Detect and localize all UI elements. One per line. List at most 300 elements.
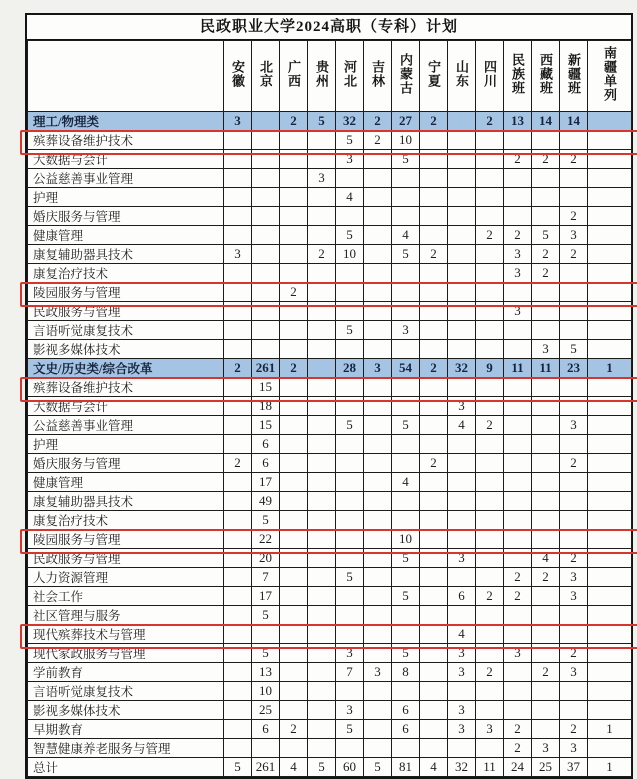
value-cell-12 (560, 283, 588, 302)
value-cell-1: 7 (252, 568, 280, 587)
value-cell-13 (588, 454, 632, 473)
column-header-label: 广西 (286, 60, 301, 88)
value-cell-9 (476, 321, 504, 340)
value-cell-0 (224, 587, 252, 606)
value-cell-3 (308, 606, 336, 625)
table-row (28, 473, 632, 492)
value-cell-9: 2 (476, 587, 504, 606)
value-cell-2 (280, 131, 308, 150)
value-cell-0 (224, 416, 252, 435)
value-cell-1 (252, 302, 280, 321)
column-header-2 (280, 41, 308, 112)
value-cell-10: 2 (504, 739, 532, 758)
value-cell-6 (392, 606, 420, 625)
value-cell-6: 27 (392, 112, 420, 131)
value-cell-7 (420, 150, 448, 169)
value-cell-3 (308, 321, 336, 340)
value-cell-12 (560, 264, 588, 283)
value-cell-2 (280, 492, 308, 511)
value-cell-12: 2 (560, 720, 588, 739)
value-cell-10 (504, 663, 532, 682)
value-cell-1: 17 (252, 473, 280, 492)
value-cell-10 (504, 397, 532, 416)
value-cell-12 (560, 701, 588, 720)
value-cell-1 (252, 264, 280, 283)
value-cell-7: 2 (420, 245, 448, 264)
value-cell-5 (364, 169, 392, 188)
value-cell-12 (560, 378, 588, 397)
value-cell-12 (560, 321, 588, 340)
value-cell-1: 6 (252, 720, 280, 739)
value-cell-11 (532, 454, 560, 473)
value-cell-2 (280, 549, 308, 568)
value-cell-9 (476, 454, 504, 473)
value-cell-0 (224, 302, 252, 321)
column-header-label: 宁夏 (426, 60, 441, 88)
value-cell-5 (364, 682, 392, 701)
value-cell-11 (532, 435, 560, 454)
column-header-row (28, 41, 632, 112)
program-name-cell: 理工/物理类 (28, 112, 224, 131)
value-cell-2 (280, 530, 308, 549)
value-cell-13 (588, 188, 632, 207)
value-cell-13 (588, 473, 632, 492)
value-cell-2 (280, 606, 308, 625)
value-cell-1: 5 (252, 511, 280, 530)
value-cell-4 (336, 283, 364, 302)
value-cell-2 (280, 663, 308, 682)
value-cell-7: 2 (420, 112, 448, 131)
table-row (28, 530, 632, 549)
value-cell-11 (532, 644, 560, 663)
table-row (28, 226, 632, 245)
program-name-cell: 民政服务与管理 (28, 549, 224, 568)
value-cell-13 (588, 245, 632, 264)
value-cell-8: 3 (448, 397, 476, 416)
value-cell-3 (308, 340, 336, 359)
value-cell-10: 3 (504, 644, 532, 663)
value-cell-11: 2 (532, 264, 560, 283)
value-cell-0 (224, 188, 252, 207)
value-cell-2 (280, 397, 308, 416)
program-name-cell: 现代家政服务与管理 (28, 644, 224, 663)
value-cell-11 (532, 302, 560, 321)
value-cell-6 (392, 397, 420, 416)
table-row (28, 245, 632, 264)
program-name-cell: 护理 (28, 188, 224, 207)
value-cell-8: 4 (448, 625, 476, 644)
value-cell-5: 5 (364, 758, 392, 777)
value-cell-8 (448, 454, 476, 473)
table-row (28, 150, 632, 169)
value-cell-13: 1 (588, 720, 632, 739)
value-cell-0 (224, 511, 252, 530)
value-cell-3 (308, 663, 336, 682)
value-cell-2 (280, 378, 308, 397)
value-cell-12 (560, 397, 588, 416)
value-cell-7 (420, 739, 448, 758)
value-cell-8: 3 (448, 701, 476, 720)
value-cell-12: 14 (560, 112, 588, 131)
value-cell-9 (476, 739, 504, 758)
value-cell-6: 10 (392, 131, 420, 150)
column-header-7 (420, 41, 448, 112)
value-cell-8 (448, 321, 476, 340)
value-cell-4: 5 (336, 321, 364, 340)
value-cell-11 (532, 188, 560, 207)
program-name-cell: 康复辅助器具技术 (28, 245, 224, 264)
value-cell-13 (588, 264, 632, 283)
value-cell-8 (448, 169, 476, 188)
value-cell-10: 3 (504, 264, 532, 283)
program-name-cell: 学前教育 (28, 663, 224, 682)
value-cell-5: 2 (364, 131, 392, 150)
value-cell-3 (308, 435, 336, 454)
value-cell-0 (224, 283, 252, 302)
value-cell-3 (308, 207, 336, 226)
value-cell-11 (532, 492, 560, 511)
value-cell-0 (224, 473, 252, 492)
value-cell-12: 2 (560, 549, 588, 568)
program-name-cell: 言语听觉康复技术 (28, 321, 224, 340)
column-header-label: 民族班 (510, 53, 525, 95)
value-cell-6 (392, 435, 420, 454)
value-cell-7: 4 (420, 758, 448, 777)
value-cell-1 (252, 245, 280, 264)
value-cell-3: 2 (308, 245, 336, 264)
value-cell-9 (476, 131, 504, 150)
value-cell-0: 2 (224, 454, 252, 473)
value-cell-11: 11 (532, 359, 560, 378)
value-cell-3 (308, 492, 336, 511)
value-cell-13 (588, 207, 632, 226)
value-cell-6: 10 (392, 530, 420, 549)
value-cell-1 (252, 340, 280, 359)
value-cell-0 (224, 226, 252, 245)
value-cell-10 (504, 606, 532, 625)
value-cell-5 (364, 701, 392, 720)
table-row (28, 397, 632, 416)
value-cell-9 (476, 264, 504, 283)
value-cell-10 (504, 625, 532, 644)
value-cell-5 (364, 378, 392, 397)
value-cell-2 (280, 169, 308, 188)
column-header-label: 四川 (482, 60, 497, 88)
value-cell-4 (336, 454, 364, 473)
value-cell-5 (364, 416, 392, 435)
value-cell-11 (532, 169, 560, 188)
value-cell-0 (224, 606, 252, 625)
value-cell-7 (420, 321, 448, 340)
value-cell-11: 2 (532, 150, 560, 169)
column-header-6 (392, 41, 420, 112)
value-cell-8: 32 (448, 359, 476, 378)
admission-plan-table (25, 13, 633, 779)
table-row (28, 568, 632, 587)
value-cell-2: 2 (280, 112, 308, 131)
value-cell-1: 261 (252, 359, 280, 378)
value-cell-11: 3 (532, 739, 560, 758)
program-name-cell: 现代殡葬技术与管理 (28, 625, 224, 644)
value-cell-13 (588, 511, 632, 530)
value-cell-1 (252, 131, 280, 150)
value-cell-0 (224, 207, 252, 226)
column-header-label: 山东 (454, 60, 469, 88)
program-name-cell: 健康管理 (28, 473, 224, 492)
column-header-3 (308, 41, 336, 112)
value-cell-10 (504, 435, 532, 454)
value-cell-4 (336, 207, 364, 226)
value-cell-11: 2 (532, 568, 560, 587)
value-cell-3 (308, 587, 336, 606)
value-cell-4: 5 (336, 416, 364, 435)
value-cell-11 (532, 701, 560, 720)
value-cell-9: 2 (476, 226, 504, 245)
value-cell-3 (308, 625, 336, 644)
value-cell-4: 7 (336, 663, 364, 682)
value-cell-10 (504, 207, 532, 226)
value-cell-3 (308, 302, 336, 321)
value-cell-7 (420, 264, 448, 283)
value-cell-4 (336, 587, 364, 606)
value-cell-12 (560, 530, 588, 549)
value-cell-1: 18 (252, 397, 280, 416)
table-row (28, 207, 632, 226)
value-cell-11 (532, 416, 560, 435)
value-cell-10 (504, 492, 532, 511)
value-cell-3 (308, 530, 336, 549)
value-cell-9: 3 (476, 720, 504, 739)
value-cell-5 (364, 492, 392, 511)
value-cell-13 (588, 739, 632, 758)
value-cell-0 (224, 568, 252, 587)
value-cell-8 (448, 302, 476, 321)
value-cell-7 (420, 416, 448, 435)
value-cell-10: 13 (504, 112, 532, 131)
column-header-label: 北京 (258, 60, 273, 88)
value-cell-7 (420, 587, 448, 606)
value-cell-5 (364, 150, 392, 169)
program-name-cell: 社会工作 (28, 587, 224, 606)
value-cell-9: 2 (476, 112, 504, 131)
value-cell-11 (532, 473, 560, 492)
value-cell-13 (588, 226, 632, 245)
value-cell-8 (448, 739, 476, 758)
value-cell-1: 5 (252, 644, 280, 663)
value-cell-6: 5 (392, 549, 420, 568)
value-cell-11 (532, 321, 560, 340)
program-name-cell: 陵园服务与管理 (28, 283, 224, 302)
value-cell-6 (392, 739, 420, 758)
value-cell-10 (504, 473, 532, 492)
value-cell-6: 5 (392, 416, 420, 435)
value-cell-9 (476, 492, 504, 511)
value-cell-2 (280, 321, 308, 340)
value-cell-11 (532, 397, 560, 416)
table-row (28, 340, 632, 359)
value-cell-11 (532, 207, 560, 226)
value-cell-11 (532, 530, 560, 549)
value-cell-4 (336, 264, 364, 283)
value-cell-5 (364, 587, 392, 606)
value-cell-1: 17 (252, 587, 280, 606)
value-cell-0 (224, 644, 252, 663)
value-cell-6: 81 (392, 758, 420, 777)
program-name-cell: 影视多媒体技术 (28, 340, 224, 359)
value-cell-13 (588, 340, 632, 359)
value-cell-7 (420, 302, 448, 321)
value-cell-13 (588, 492, 632, 511)
table-row (28, 188, 632, 207)
value-cell-4 (336, 340, 364, 359)
column-header-9 (476, 41, 504, 112)
value-cell-0: 2 (224, 359, 252, 378)
value-cell-10 (504, 549, 532, 568)
value-cell-8 (448, 568, 476, 587)
value-cell-5: 2 (364, 112, 392, 131)
value-cell-5 (364, 530, 392, 549)
value-cell-0 (224, 131, 252, 150)
value-cell-4: 3 (336, 644, 364, 663)
program-name-cell: 婚庆服务与管理 (28, 207, 224, 226)
value-cell-0 (224, 150, 252, 169)
value-cell-12 (560, 435, 588, 454)
value-cell-12 (560, 169, 588, 188)
column-header-4 (336, 41, 364, 112)
value-cell-10 (504, 283, 532, 302)
program-name-cell: 康复治疗技术 (28, 511, 224, 530)
value-cell-13: 1 (588, 359, 632, 378)
value-cell-3 (308, 454, 336, 473)
value-cell-5 (364, 739, 392, 758)
value-cell-4 (336, 397, 364, 416)
column-header-label: 吉林 (370, 60, 385, 88)
value-cell-13 (588, 435, 632, 454)
value-cell-8: 4 (448, 416, 476, 435)
value-cell-2 (280, 644, 308, 663)
value-cell-3: 5 (308, 112, 336, 131)
value-cell-2 (280, 454, 308, 473)
value-cell-13 (588, 283, 632, 302)
value-cell-6 (392, 568, 420, 587)
value-cell-2 (280, 245, 308, 264)
program-name-cell: 大数据与会计 (28, 397, 224, 416)
value-cell-8 (448, 283, 476, 302)
value-cell-9 (476, 378, 504, 397)
value-cell-12 (560, 682, 588, 701)
value-cell-11 (532, 511, 560, 530)
value-cell-13 (588, 682, 632, 701)
value-cell-4 (336, 549, 364, 568)
value-cell-4: 5 (336, 131, 364, 150)
value-cell-11 (532, 720, 560, 739)
value-cell-1 (252, 283, 280, 302)
value-cell-5 (364, 454, 392, 473)
value-cell-1: 22 (252, 530, 280, 549)
value-cell-0 (224, 169, 252, 188)
table-row (28, 131, 632, 150)
table-row (28, 435, 632, 454)
value-cell-2 (280, 701, 308, 720)
value-cell-10 (504, 682, 532, 701)
value-cell-13 (588, 112, 632, 131)
value-cell-5: 3 (364, 359, 392, 378)
section-header-row (28, 112, 632, 131)
value-cell-12: 3 (560, 226, 588, 245)
value-cell-3: 3 (308, 169, 336, 188)
value-cell-4: 60 (336, 758, 364, 777)
value-cell-5 (364, 188, 392, 207)
value-cell-0 (224, 682, 252, 701)
program-name-cell: 总计 (28, 758, 224, 777)
value-cell-9 (476, 511, 504, 530)
value-cell-8: 3 (448, 549, 476, 568)
value-cell-0 (224, 264, 252, 283)
value-cell-7 (420, 682, 448, 701)
value-cell-9 (476, 397, 504, 416)
value-cell-5 (364, 606, 392, 625)
section-header-row (28, 359, 632, 378)
value-cell-2 (280, 150, 308, 169)
value-cell-6 (392, 302, 420, 321)
value-cell-13 (588, 568, 632, 587)
value-cell-7 (420, 435, 448, 454)
value-cell-8 (448, 207, 476, 226)
value-cell-5 (364, 644, 392, 663)
value-cell-1 (252, 188, 280, 207)
value-cell-5 (364, 473, 392, 492)
value-cell-8 (448, 340, 476, 359)
value-cell-3 (308, 549, 336, 568)
value-cell-0 (224, 397, 252, 416)
total-row (28, 758, 632, 777)
value-cell-1: 6 (252, 454, 280, 473)
value-cell-10 (504, 530, 532, 549)
value-cell-2 (280, 682, 308, 701)
value-cell-5 (364, 207, 392, 226)
value-cell-12: 37 (560, 758, 588, 777)
value-cell-10: 2 (504, 568, 532, 587)
value-cell-13 (588, 131, 632, 150)
value-cell-5 (364, 302, 392, 321)
value-cell-5 (364, 397, 392, 416)
value-cell-4: 5 (336, 226, 364, 245)
value-cell-12: 3 (560, 739, 588, 758)
value-cell-7 (420, 169, 448, 188)
value-cell-6: 5 (392, 245, 420, 264)
value-cell-0 (224, 663, 252, 682)
value-cell-9 (476, 169, 504, 188)
value-cell-7: 2 (420, 454, 448, 473)
program-name-cell: 人力资源管理 (28, 568, 224, 587)
value-cell-13 (588, 587, 632, 606)
value-cell-1: 49 (252, 492, 280, 511)
value-cell-10: 11 (504, 359, 532, 378)
value-cell-6: 5 (392, 644, 420, 663)
value-cell-3 (308, 378, 336, 397)
value-cell-8 (448, 226, 476, 245)
table-row (28, 682, 632, 701)
value-cell-5 (364, 435, 392, 454)
table-row (28, 644, 632, 663)
value-cell-4 (336, 606, 364, 625)
value-cell-0 (224, 720, 252, 739)
value-cell-10: 2 (504, 587, 532, 606)
table-row (28, 701, 632, 720)
program-name-cell: 健康管理 (28, 226, 224, 245)
table-row (28, 549, 632, 568)
value-cell-1 (252, 112, 280, 131)
